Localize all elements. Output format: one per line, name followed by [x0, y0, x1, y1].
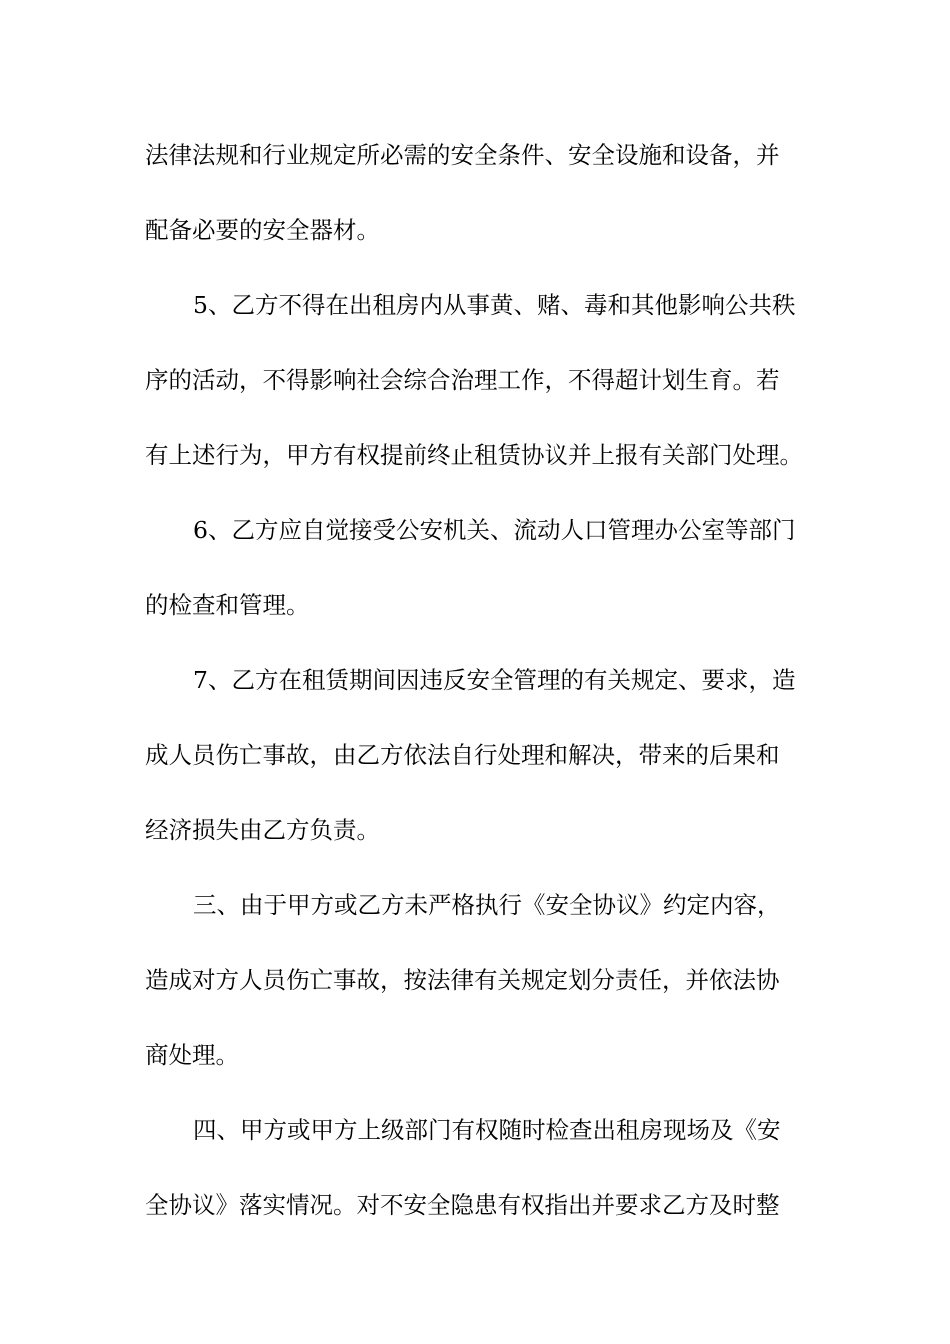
paragraph-6-line: 6、乙方应自觉接受公安机关、流动人口管理办公室等部门: [193, 516, 796, 544]
text-line: 的检查和管理。: [145, 591, 310, 619]
text-line: 配备必要的安全器材。: [145, 216, 380, 244]
text-line: 商处理。: [145, 1041, 239, 1069]
paragraph-7-line: 7、乙方在租赁期间因违反安全管理的有关规定、要求，造: [193, 666, 796, 694]
text-line: 全协议》落实情况。对不安全隐患有权指出并要求乙方及时整: [145, 1191, 780, 1219]
text-line: 造成对方人员伤亡事故，按法律有关规定划分责任，并依法协: [145, 966, 780, 994]
text-line: 法律法规和行业规定所必需的安全条件、安全设施和设备，并: [145, 141, 780, 169]
section-3-line: 三、由于甲方或乙方未严格执行《安全协议》约定内容，: [193, 891, 781, 919]
text-line: 经济损失由乙方负责。: [145, 816, 380, 844]
text-line: 序的活动，不得影响社会综合治理工作，不得超计划生育。若: [145, 366, 780, 394]
text-line: 成人员伤亡事故，由乙方依法自行处理和解决，带来的后果和: [145, 741, 780, 769]
section-4-line: 四、甲方或甲方上级部门有权随时检查出租房现场及《安: [193, 1116, 781, 1144]
paragraph-5-line: 5、乙方不得在出租房内从事黄、赌、毒和其他影响公共秩: [193, 291, 796, 319]
text-line: 有上述行为，甲方有权提前终止租赁协议并上报有关部门处理。: [145, 441, 803, 469]
